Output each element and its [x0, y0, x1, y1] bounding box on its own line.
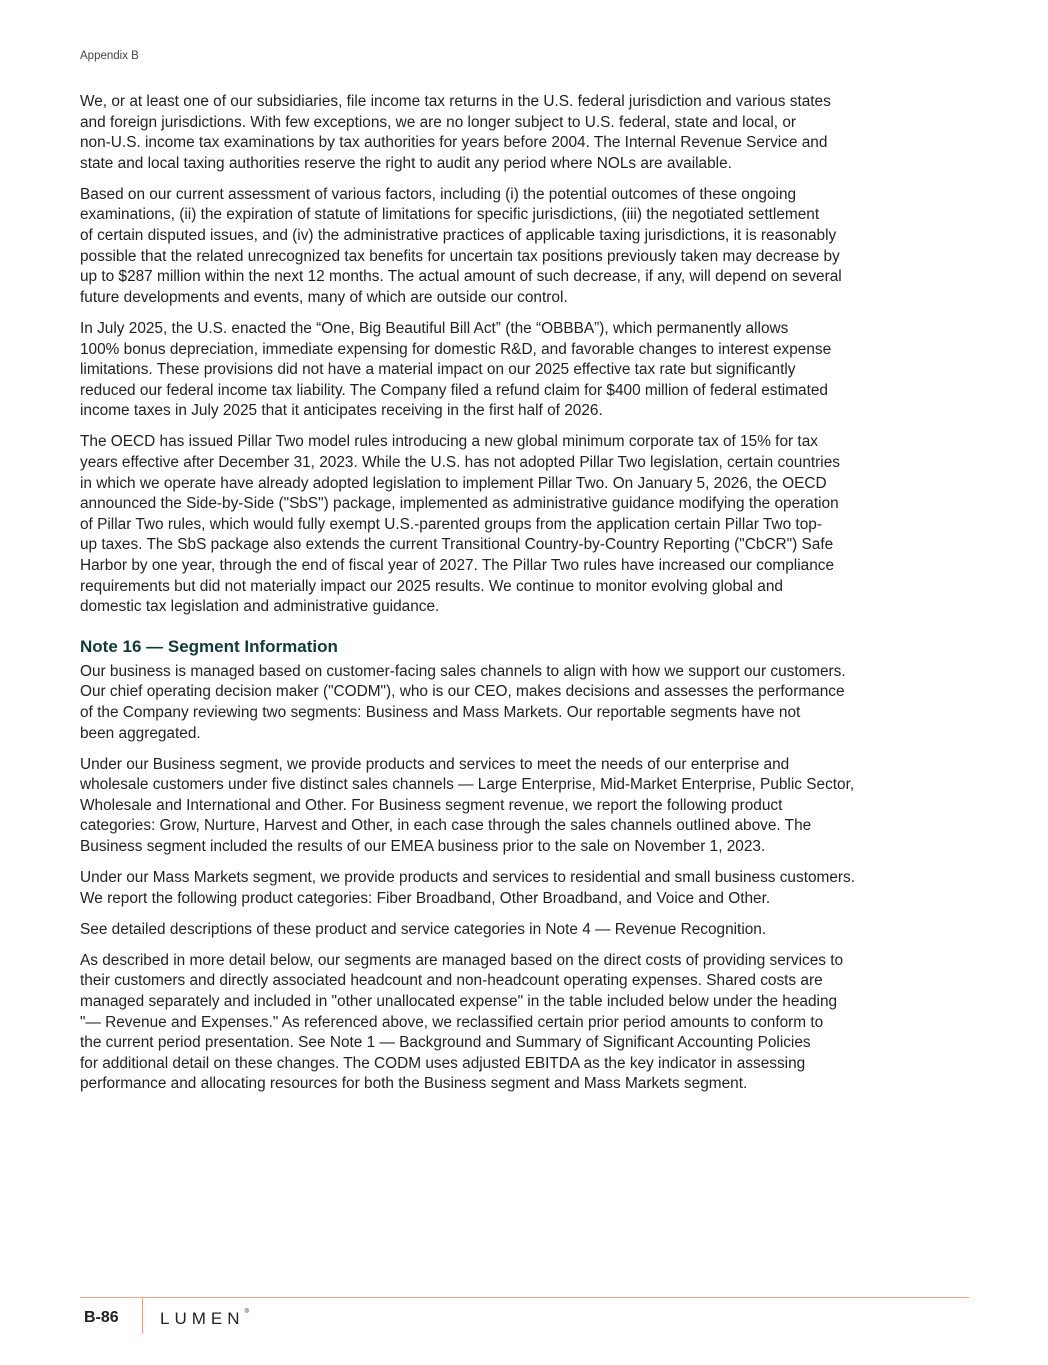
- text-line: of the Company reviewing two segments: Business and Mass Markets. Our reportable segments have not: [80, 703, 801, 721]
- paragraph: [80, 951, 980, 1095]
- text-line: Under our Mass Markets segment, we provide products and services to residential and small business customers.: [80, 869, 856, 887]
- text-line: wholesale customers under five distinct sales channels — Large Enterprise, Mid-Market Enterprise, Public Sector,: [80, 776, 855, 794]
- text-line: requirements but did not materially impact our 2025 results. We continue to monitor evolving global and: [80, 577, 783, 595]
- text-line: income taxes in July 2025 that it anticipates receiving in the first half of 2026.: [80, 402, 603, 420]
- text-line: Harbor by one year, through the end of fiscal year of 2027. The Pillar Two rules have increased our compliance: [80, 556, 835, 574]
- text-line: state and local taxing authorities reserve the right to audit any period where NOLs are available.: [80, 154, 732, 172]
- text-line: "— Revenue and Expenses." As referenced above, we reclassified certain prior period amounts to conform to: [80, 1013, 824, 1031]
- text-line: possible that the related unrecognized tax benefits for uncertain tax positions previously taken may decrease by: [80, 247, 840, 265]
- section-header: Appendix B: [80, 50, 139, 62]
- text-line: in which we operate have already adopted legislation to implement Pillar Two. On January 5, 2026, the OECD: [80, 474, 827, 492]
- paragraph: [80, 920, 980, 941]
- logo-text: LUMEN: [160, 1309, 245, 1328]
- text-line: and foreign jurisdictions. With few exceptions, we are no longer subject to U.S. federal, state and local, or: [80, 113, 797, 131]
- text-line: up taxes. The SbS package also extends the current Transitional Country-by-Country Reporting ("CbCR") Safe: [80, 536, 834, 554]
- paragraph: [80, 319, 980, 422]
- text-line: the current period presentation. See Note 1 — Background and Summary of Significant Accounting Policies: [80, 1034, 811, 1052]
- text-line: As described in more detail below, our segments are managed based on the direct costs of providing services to: [80, 951, 844, 969]
- text-line: been aggregated.: [80, 724, 201, 742]
- text-line: In July 2025, the U.S. enacted the “One, Big Beautiful Bill Act” (the “OBBBA”), which permanently allows: [80, 319, 789, 337]
- text-line: up to $287 million within the next 12 months. The actual amount of such decrease, if any, will depend on several: [80, 268, 842, 286]
- text-line: The OECD has issued Pillar Two model rules introducing a new global minimum corporate tax of 15% for tax: [80, 433, 818, 451]
- text-line: 100% bonus depreciation, immediate expensing for domestic R&D, and favorable changes to interest expense: [80, 340, 832, 358]
- text-line: of certain disputed issues, and (iv) the administrative practices of applicable taxing jurisdictions, it is reasonably: [80, 227, 837, 245]
- text-line: reduced our federal income tax liability. The Company filed a refund claim for $400 million of federal estimated: [80, 381, 828, 399]
- text-line: See detailed descriptions of these product and service categories in Note 4 — Revenue Recognition.: [80, 920, 767, 938]
- text-line: performance and allocating resources for both the Business segment and Mass Markets segment.: [80, 1075, 748, 1093]
- tax-paragraphs: [80, 92, 980, 618]
- text-line: Based on our current assessment of various factors, including (i) the potential outcomes of these ongoing: [80, 185, 797, 203]
- footer-divider: [142, 1298, 143, 1334]
- text-line: managed separately and included in "other unallocated expense" in the table included below under the heading: [80, 993, 838, 1011]
- page-number: B-86: [84, 1309, 119, 1326]
- text-line: their customers and directly associated headcount and non-headcount operating expenses. Shared costs are: [80, 972, 823, 990]
- paragraph: [80, 185, 980, 309]
- note-heading: Note 16 — Segment Information: [80, 636, 338, 656]
- lumen-logo: LUMEN®: [160, 1309, 249, 1328]
- paragraph: [80, 868, 980, 909]
- text-line: categories: Grow, Nurture, Harvest and Other, in each case through the sales channels outlined above. The: [80, 817, 812, 835]
- text-line: for additional detail on these changes. The CODM uses adjusted EBITDA as the key indicator in assessing: [80, 1054, 806, 1072]
- text-line: non-U.S. income tax examinations by tax authorities for years before 2004. The Internal Revenue Service and: [80, 134, 828, 152]
- text-line: Under our Business segment, we provide products and services to meet the needs of our enterprise and: [80, 755, 790, 773]
- text-line: of Pillar Two rules, which would fully exempt U.S.-parented groups from the application certain Pillar Two top-: [80, 515, 822, 533]
- text-line: Wholesale and International and Other. For Business segment revenue, we report the following product: [80, 796, 783, 814]
- text-line: Our business is managed based on customer-facing sales channels to align with how we support our customers.: [80, 662, 846, 680]
- paragraph: [80, 755, 980, 858]
- footer-rule: [80, 1297, 969, 1298]
- text-line: We, or at least one of our subsidiaries, file income tax returns in the U.S. federal jurisdiction and various states: [80, 93, 831, 110]
- document-body: [80, 92, 980, 1106]
- paragraph: [80, 92, 980, 174]
- text-line: limitations. These provisions did not have a material impact on our 2025 effective tax rate but significantly: [80, 361, 796, 379]
- text-line: Our chief operating decision maker ("CODM"), who is our CEO, makes decisions and assesses the performance: [80, 683, 845, 701]
- text-line: We report the following product categories: Fiber Broadband, Other Broadband, and Voice and Other.: [80, 889, 771, 907]
- text-line: announced the Side-by-Side ("SbS") package, implemented as administrative guidance modifying the operation: [80, 495, 839, 513]
- text-line: Business segment included the results of our EMEA business prior to the sale on November 1, 2023.: [80, 838, 766, 855]
- paragraph: [80, 662, 980, 744]
- text-line: years effective after December 31, 2023. While the U.S. has not adopted Pillar Two legislation, certain countries: [80, 454, 840, 471]
- segment-paragraphs: [80, 662, 980, 1095]
- paragraph: [80, 432, 980, 617]
- text-line: future developments and events, many of which are outside our control.: [80, 288, 568, 306]
- text-line: examinations, (ii) the expiration of statute of limitations for specific jurisdictions, (iii) the negotiated settlement: [80, 206, 820, 224]
- text-line: domestic tax legislation and administrative guidance.: [80, 598, 440, 616]
